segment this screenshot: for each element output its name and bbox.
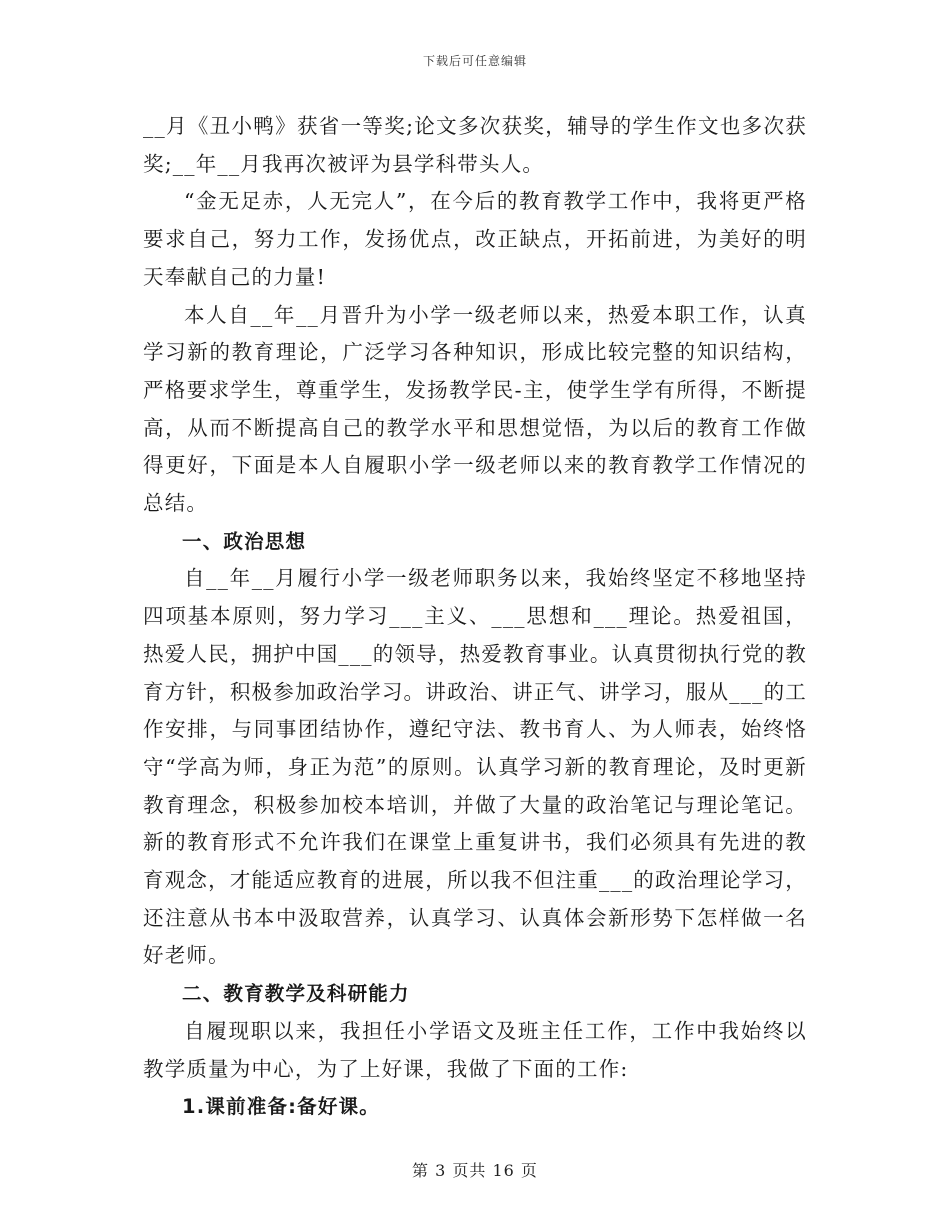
- paragraph-5: 自履现职以来，我担任小学语文及班主任工作，工作中我始终以教学质量为中心，为了上好课，我做了下面的工作:: [143, 1018, 807, 1081]
- paragraph-1: __月《丑小鸭》获省一等奖;论文多次获奖，辅导的学生作文也多次获奖;__年__月我再次被评为县学科带头人。: [143, 114, 807, 176]
- page-footer: 第 3 页共 16 页: [412, 1161, 538, 1180]
- paragraph-4: 自__年__月履行小学一级老师职务以来，我始终坚定不移地坚持四项基本原则，努力学习___主义、___思想和___理论。热爱祖国，热爱人民，拥护中国___的领导，热爱教育事业。认真贯彻执行党的教育方针，积极参加政治学习。讲政治、讲正气、讲学习，服从___的工作安排，与同事团结协作，遵纪守法、教书育人、为人师表，始终恪守“学高为师，身正为范”的原则。认真学习新的教育理论，及时更新教育理念，积极参加校本培训，并做了大量的政治笔记与理论笔记。新的教育形式不允许我们在课堂上重复讲书，我们必须具有先进的教育观念，才能适应教育的进展，所以我不但注重___的政治理论学习，还注意从书本中汲取营养，认真学习、认真体会新形势下怎样做一名好老师。: [143, 566, 807, 968]
- subsection-heading-preparation: 1.课前准备:备好课。: [182, 1095, 380, 1119]
- page-header: 下载后可任意编辑: [422, 54, 527, 68]
- document-body: [143, 108, 807, 1126]
- section-heading-teaching: 二、教育教学及科研能力: [182, 982, 410, 1006]
- section-heading-political: 一、政治思想: [182, 529, 307, 553]
- paragraph-2: “金无足赤，人无完人”，在今后的教育教学工作中，我将更严格要求自己，努力工作，发扬优点，改正缺点，开拓前进，为美好的明天奉献自己的力量!: [143, 189, 807, 289]
- paragraph-3: 本人自__年__月晋升为小学一级老师以来，热爱本职工作，认真学习新的教育理论，广泛学习各种知识，形成比较完整的知识结构，严格要求学生，尊重学生，发扬教学民-主，使学生学有所得，不断提高，从而不断提高自己的教学水平和思想觉悟，为以后的教育工作做得更好，下面是本人自履职小学一级老师以来的教育教学工作情况的总结。: [143, 302, 807, 516]
